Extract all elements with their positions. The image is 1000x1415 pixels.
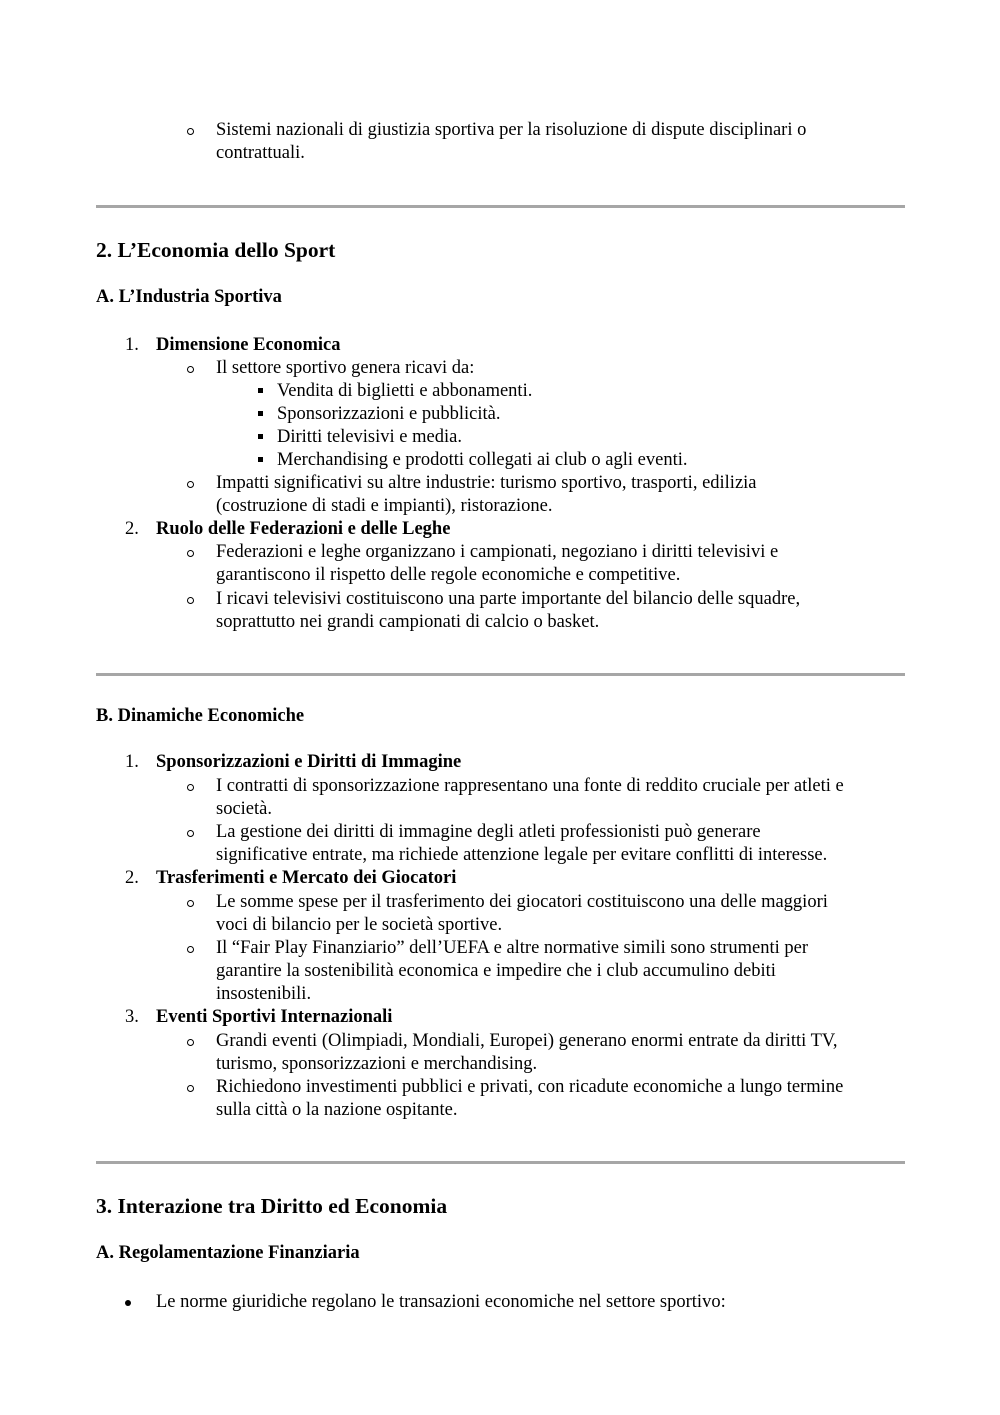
circle-bullet-icon [187, 128, 194, 135]
list-item-text: Richiedono investimenti pubblici e privati, con ricadute economiche a lungo termine [216, 1077, 844, 1097]
subsection-title: A. L’Industria Sportiva [96, 287, 282, 307]
list-item-text: garantire la sostenibilità economica e impedire che i club accumulino debiti [216, 961, 776, 981]
list-item-text: I contratti di sponsorizzazione rappresentano una fonte di reddito cruciale per atleti e [216, 776, 844, 796]
list-number: 2. [125, 868, 139, 888]
circle-bullet-icon [187, 1085, 194, 1092]
list-item-text: (costruzione di stadi e impianti), ristorazione. [216, 496, 553, 516]
circle-bullet-icon [187, 830, 194, 837]
list-item-text: significative entrate, ma richiede attenzione legale per evitare conflitti di interesse. [216, 845, 828, 865]
square-bullet-icon [258, 434, 263, 439]
list-number: 1. [125, 335, 139, 355]
list-item-text: Sistemi nazionali di giustizia sportiva per la risoluzione di dispute disciplinari o [216, 120, 807, 140]
list-item-text: Il “Fair Play Finanziario” dell’UEFA e altre normative simili sono strumenti per [216, 938, 809, 958]
circle-bullet-icon [187, 946, 194, 953]
horizontal-divider [96, 1161, 905, 1164]
list-item-title: Eventi Sportivi Internazionali [156, 1007, 393, 1027]
list-item-text: turismo, sponsorizzazioni e merchandising. [216, 1054, 538, 1074]
subsection-title: B. Dinamiche Economiche [96, 706, 305, 726]
horizontal-divider [96, 673, 905, 676]
list-item-text: sulla città o la nazione ospitante. [216, 1100, 458, 1120]
list-item-text: Impatti significativi su altre industrie: turismo sportivo, trasporti, edilizia [216, 473, 757, 493]
list-item-text: Merchandising e prodotti collegati ai club o agli eventi. [277, 450, 688, 470]
list-item-text: Le norme giuridiche regolano le transazioni economiche nel settore sportivo: [156, 1292, 726, 1312]
list-item-text: Il settore sportivo genera ricavi da: [216, 358, 475, 378]
list-item-text: soprattutto nei grandi campionati di calcio o basket. [216, 612, 600, 632]
circle-bullet-icon [187, 784, 194, 791]
section-title: 2. L’Economia dello Sport [96, 238, 336, 262]
circle-bullet-icon [187, 597, 194, 604]
list-number: 3. [125, 1007, 139, 1027]
subsection-title: A. Regolamentazione Finanziaria [96, 1243, 360, 1263]
list-item-text: Sponsorizzazioni e pubblicità. [277, 404, 501, 424]
list-item-text: Vendita di biglietti e abbonamenti. [277, 381, 533, 401]
list-item-text: Diritti televisivi e media. [277, 427, 462, 447]
square-bullet-icon [258, 388, 263, 393]
list-item-text: Federazioni e leghe organizzano i campionati, negoziano i diritti televisivi e [216, 542, 779, 562]
circle-bullet-icon [187, 481, 194, 488]
list-item-text: La gestione dei diritti di immagine degli atleti professionisti può generare [216, 822, 761, 842]
list-item-text: I ricavi televisivi costituiscono una parte importante del bilancio delle squadre, [216, 589, 801, 609]
bullet-dot-icon [125, 1300, 131, 1306]
list-item-text: Grandi eventi (Olimpiadi, Mondiali, Europei) generano enormi entrate da diritti TV, [216, 1031, 838, 1051]
circle-bullet-icon [187, 1039, 194, 1046]
list-item-text: contrattuali. [216, 143, 305, 163]
square-bullet-icon [258, 457, 263, 462]
list-item-text: Le somme spese per il trasferimento dei giocatori costituiscono una delle maggiori [216, 892, 828, 912]
list-item-title: Sponsorizzazioni e Diritti di Immagine [156, 752, 462, 772]
list-item-title: Dimensione Economica [156, 335, 341, 355]
horizontal-divider [96, 205, 905, 208]
circle-bullet-icon [187, 550, 194, 557]
list-item-title: Ruolo delle Federazioni e delle Leghe [156, 519, 451, 539]
circle-bullet-icon [187, 366, 194, 373]
section-title: 3. Interazione tra Diritto ed Economia [96, 1194, 448, 1218]
list-item-text: garantiscono il rispetto delle regole economiche e competitive. [216, 565, 681, 585]
list-item-text: insostenibili. [216, 984, 312, 1004]
list-item-title: Trasferimenti e Mercato dei Giocatori [156, 868, 457, 888]
circle-bullet-icon [187, 900, 194, 907]
list-item-text: voci di bilancio per le società sportive. [216, 915, 503, 935]
list-item-text: società. [216, 799, 272, 819]
list-number: 1. [125, 752, 139, 772]
square-bullet-icon [258, 411, 263, 416]
list-number: 2. [125, 519, 139, 539]
